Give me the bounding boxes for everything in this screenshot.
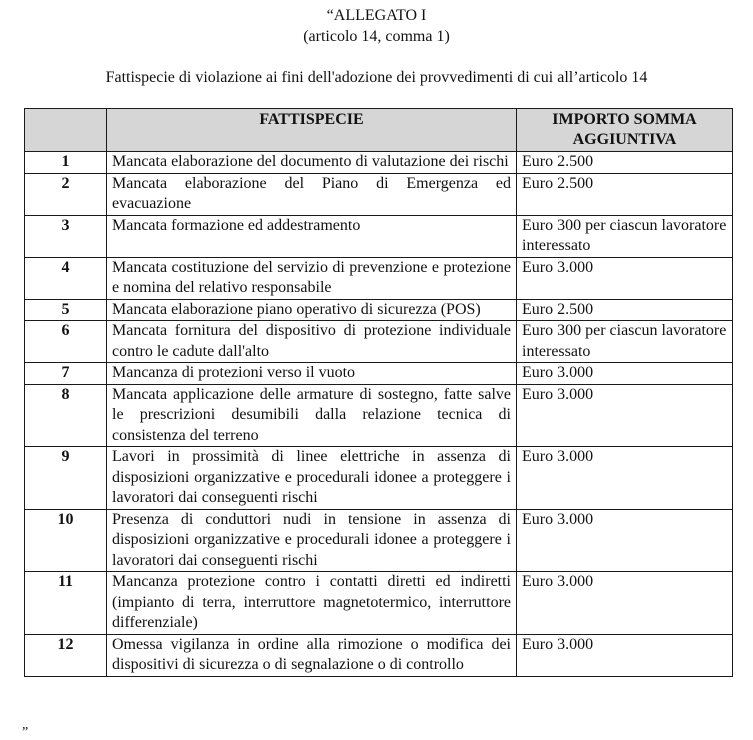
violations-table [24, 108, 733, 677]
row-case: Mancata elaborazione del Piano di Emergenza ed evacuazione [107, 173, 517, 215]
row-number: 9 [25, 447, 107, 510]
row-amount: Euro 3.000 [517, 257, 733, 299]
row-case: Mancata elaborazione del documento di valutazione dei rischi [107, 152, 517, 174]
table-row [25, 363, 733, 385]
row-number: 5 [25, 299, 107, 321]
table-body [25, 152, 733, 677]
row-number: 12 [25, 634, 107, 676]
row-amount: Euro 2.500 [517, 173, 733, 215]
row-amount: Euro 3.000 [517, 634, 733, 676]
table-row [25, 173, 733, 215]
row-amount: Euro 300 per ciascun lavoratore interessato [517, 321, 733, 363]
row-number: 6 [25, 321, 107, 363]
row-case: Mancata costituzione del servizio di prevenzione e protezione e nomina del relativo responsabile [107, 257, 517, 299]
row-case: Mancata formazione ed addestramento [107, 215, 517, 257]
row-amount: Euro 3.000 [517, 363, 733, 385]
table-row [25, 321, 733, 363]
table-row [25, 152, 733, 174]
row-amount: Euro 3.000 [517, 384, 733, 447]
row-case: Mancanza protezione contro i contatti diretti ed indiretti (impianto di terra, interruttore magnetotermico, interruttore differenziale) [107, 572, 517, 635]
table-row [25, 299, 733, 321]
row-case: Mancanza di protezioni verso il vuoto [107, 363, 517, 385]
row-amount: Euro 3.000 [517, 447, 733, 510]
header-case: FATTISPECIE [107, 109, 517, 152]
annex-title: “ALLEGATO I [326, 7, 427, 24]
table-row [25, 257, 733, 299]
row-number: 8 [25, 384, 107, 447]
row-amount: Euro 3.000 [517, 509, 733, 572]
table-header-row [25, 109, 733, 152]
row-number: 4 [25, 257, 107, 299]
header-amount: IMPORTO SOMMA AGGIUNTIVA [517, 109, 733, 152]
row-number: 1 [25, 152, 107, 174]
header-number [25, 109, 107, 152]
row-case: Mancata applicazione delle armature di sostegno, fatte salve le prescrizioni desumibili dalla relazione tecnica di consistenza del terreno [107, 384, 517, 447]
row-case: Lavori in prossimità di linee elettriche in assenza di disposizioni organizzative e procedurali idonee a proteggere i lavoratori dai conseguenti rischi [107, 447, 517, 510]
row-number: 11 [25, 572, 107, 635]
row-number: 10 [25, 509, 107, 572]
table-row [25, 215, 733, 257]
row-case: Presenza di conduttori nudi in tensione in assenza di disposizioni organizzative e procedurali idonee a proteggere i lavoratori dai conseguenti rischi [107, 509, 517, 572]
table-row [25, 634, 733, 676]
row-case: Mancata fornitura del dispositivo di protezione individuale contro le cadute dall'alto [107, 321, 517, 363]
table-row [25, 447, 733, 510]
table-row [25, 384, 733, 447]
row-amount: Euro 2.500 [517, 152, 733, 174]
table-row [25, 509, 733, 572]
row-number: 3 [25, 215, 107, 257]
row-amount: Euro 3.000 [517, 572, 733, 635]
row-amount: Euro 300 per ciascun lavoratore interessato [517, 215, 733, 257]
row-case: Mancata elaborazione piano operativo di sicurezza (POS) [107, 299, 517, 321]
annex-reference: (articolo 14, comma 1) [303, 28, 450, 45]
row-case: Omessa vigilanza in ordine alla rimozione o modifica dei dispositivi di sicurezza o di segnalazione o di controllo [107, 634, 517, 676]
annex-subtitle: Fattispecie di violazione ai fini dell'adozione dei provvedimenti di cui all’articolo 14 [105, 69, 648, 86]
row-amount: Euro 2.500 [517, 299, 733, 321]
row-number: 2 [25, 173, 107, 215]
table-row [25, 572, 733, 635]
row-number: 7 [25, 363, 107, 385]
closing-quote: ” [22, 725, 29, 740]
